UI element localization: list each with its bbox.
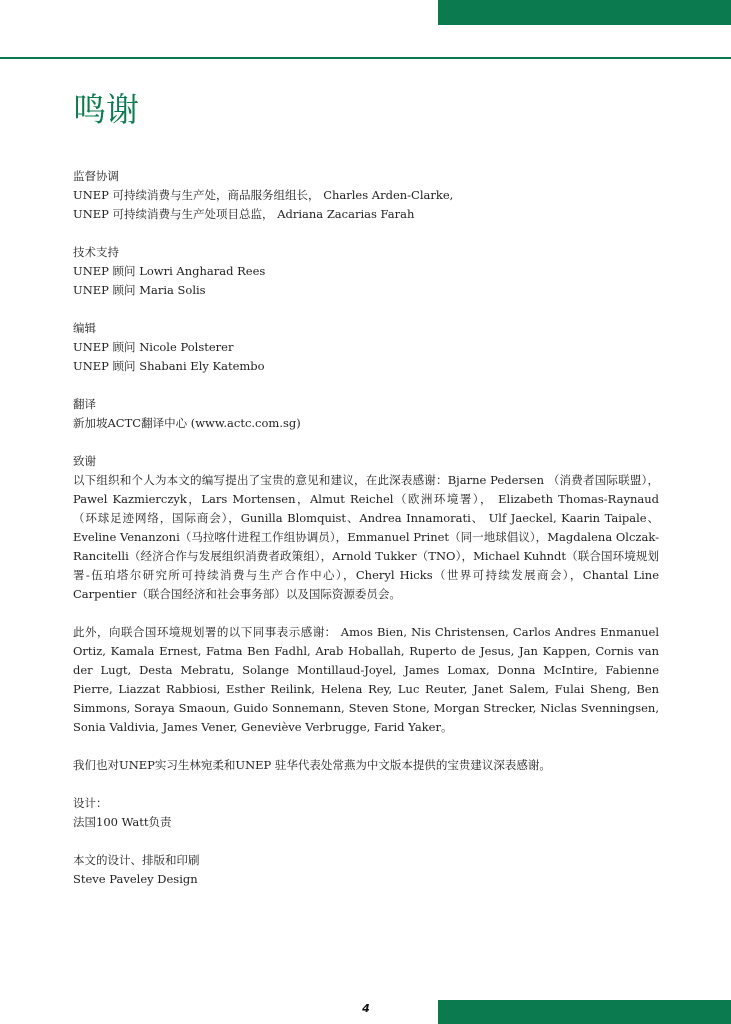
bottom-accent-bar [438, 1000, 731, 1024]
content-body [73, 167, 659, 908]
section-heading: 编辑 [73, 321, 96, 335]
section-heading: 本文的设计、排版和印刷 [73, 853, 200, 867]
unep-thanks-paragraph: 此外，向联合国环境规划署的以下同事表示感谢： Amos Bien, Nis Christensen, Carlos Andres Enmanuel Ortiz, Kamala Ernest, Fatma Ben Fadhl, Arab Hoballah, Ruperto de Jesus, Jan Kappen, Cornis van der Lugt, Desta Mebratu, Solange Montillaud-Joyel, James Lomax, Donna McIntire, Fabienne Pierre, Liazzat Rabbiosi, Esther Reilink, Helena Rey, Luc Reuter, Janet Salem, Fulai Sheng, Ben Simmons, Soraya Smaoun, Guido Sonnemann, Steven Stone, Morgan Strecker, Niclas Svenningsen, Sonia Valdivia, James Vener, Geneviève Verbrugge, Farid Yaker。 [73, 625, 659, 734]
section-design [73, 794, 659, 832]
credit-line: UNEP 可持续消费与生产处，商品服务组组长， Charles Arden-Clarke, [73, 188, 454, 202]
credit-line: UNEP 顾问 Shabani Ely Katembo [73, 359, 265, 373]
credit-line: UNEP 可持续消费与生产处项目总监， Adriana Zacarias Farah [73, 207, 415, 221]
intern-thanks-paragraph: 我们也对UNEP实习生林宛柔和UNEP 驻华代表处常燕为中文版本提供的宝贵建议深表感谢。 [73, 758, 551, 772]
section-heading: 翻译 [73, 397, 96, 411]
section-printing [73, 851, 659, 889]
section-supervision [73, 167, 659, 224]
credit-line: 法国100 Watt负责 [73, 815, 172, 829]
page-title: 鸣谢 [73, 90, 139, 129]
section-technical-support [73, 243, 659, 300]
credit-line: UNEP 顾问 Nicole Polsterer [73, 340, 234, 354]
section-thanks [73, 452, 659, 604]
section-heading: 监督协调 [73, 169, 119, 183]
section-unep-thanks [73, 623, 659, 737]
credit-line: Steve Paveley Design [73, 872, 198, 886]
thanks-paragraph: 以下组织和个人为本文的编写提出了宝贵的意见和建议，在此深表感谢：Bjarne Pedersen （消费者国际联盟）， Pawel Kazmierczyk，Lars Mortensen，Almut Reichel（欧洲环境署）， Elizabeth Thomas-Raynaud （环球足迹网络，国际商会），Gunilla Blomquist、Andrea Innamorati、 Ulf Jaeckel, Kaarin Taipale、 Eveline Venanzoni（马拉喀什进程工作组协调员），Emmanuel Prinet（同一地球倡议），Magdalena Olczak-Rancitelli（经济合作与发展组织消费者政策组），Arnold Tukker（TNO），Michael Kuhndt（联合国环境规划署-伍珀塔尔研究所可持续消费与生产合作中心），Cheryl Hicks（世界可持续发展商会），Chantal Line Carpentier（联合国经济和社会事务部）以及国际资源委员会。 [73, 473, 659, 601]
section-editing [73, 319, 659, 376]
section-heading: 技术支持 [73, 245, 119, 259]
section-heading: 设计： [73, 796, 108, 810]
section-translation [73, 395, 659, 433]
credit-line: 新加坡ACTC翻译中心 (www.actc.com.sg) [73, 416, 301, 430]
top-accent-bar [438, 0, 731, 25]
page-number: 4 [362, 1002, 370, 1015]
credit-line: UNEP 顾问 Lowri Angharad Rees [73, 264, 266, 278]
credit-line: UNEP 顾问 Maria Solis [73, 283, 206, 297]
header-rule [0, 57, 731, 59]
section-heading: 致谢 [73, 454, 96, 468]
section-intern-thanks [73, 756, 659, 775]
